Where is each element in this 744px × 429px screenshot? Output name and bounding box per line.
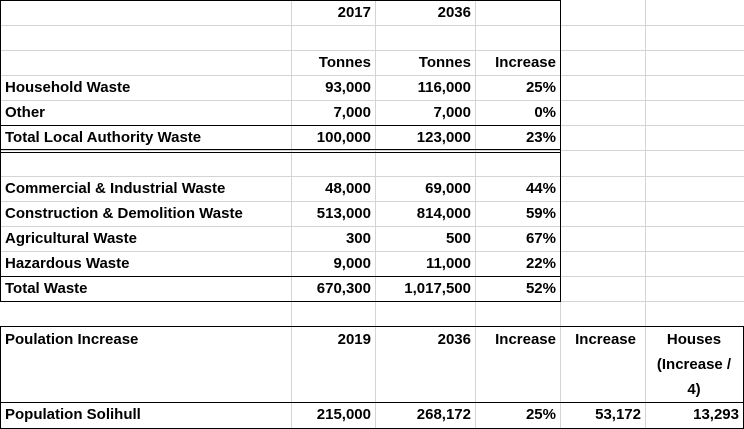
row-label: Household Waste: [5, 79, 131, 96]
row-value-2036: 1,017,500: [404, 280, 471, 297]
row-increase: 25%: [525, 79, 556, 96]
row-value-2036: 11,000: [425, 255, 471, 272]
row-value-2017: 513,000: [316, 205, 371, 222]
population-row-label: Population Solihull: [5, 406, 141, 423]
row-label: Other: [5, 104, 46, 121]
row-value-2017: 670,300: [316, 280, 371, 297]
row-increase: 44%: [525, 180, 556, 197]
row-label: Agricultural Waste: [5, 230, 137, 247]
row-value-2036: 116,000: [417, 79, 471, 96]
row-value-2036: 814,000: [416, 205, 471, 222]
row-increase: 59%: [525, 205, 556, 222]
row-label: Total Waste: [5, 280, 88, 297]
row-value-2017: 93,000: [325, 79, 371, 96]
population-row-houses: 13,293: [693, 406, 739, 423]
population-header-houses-line3: 4): [687, 381, 701, 398]
population-header-houses: Houses: [666, 331, 722, 348]
row-label: Total Local Authority Waste: [5, 129, 202, 146]
row-value-2036: 7,000: [433, 104, 471, 121]
population-row-2019: 215,000: [316, 406, 371, 423]
population-header-2019: 2019: [337, 331, 371, 348]
row-increase: 22%: [525, 255, 556, 272]
row-label: Hazardous Waste: [5, 255, 130, 272]
row-label: Construction & Demolition Waste: [5, 205, 243, 222]
population-row-increase-pct: 25%: [525, 406, 556, 423]
unit-tonnes-2036: Tonnes: [418, 54, 471, 71]
unit-increase: Increase: [495, 54, 556, 71]
row-value-2036: 69,000: [425, 180, 471, 197]
population-header-houses-line2: (Increase /: [656, 356, 732, 373]
population-row-2036: 268,172: [416, 406, 471, 423]
row-increase: 23%: [525, 129, 556, 146]
row-value-2017: 7,000: [333, 104, 371, 121]
row-label: Commercial & Industrial Waste: [5, 180, 226, 197]
row-increase: 0%: [534, 104, 556, 121]
row-value-2017: 100,000: [316, 129, 371, 146]
row-value-2017: 9,000: [333, 255, 371, 272]
population-header-2036: 2036: [437, 331, 471, 348]
row-value-2017: 48,000: [325, 180, 371, 197]
population-header-increase-abs: Increase: [575, 331, 636, 348]
row-increase: 52%: [525, 280, 556, 297]
row-increase: 67%: [525, 230, 556, 247]
row-value-2036: 123,000: [416, 129, 471, 146]
population-row-increase-abs: 53,172: [595, 406, 641, 423]
population-header-increase-pct: Increase: [495, 331, 556, 348]
population-header-label: Poulation Increase: [5, 331, 139, 348]
row-value-2036: 500: [445, 230, 471, 247]
row-value-2017: 300: [345, 230, 371, 247]
unit-tonnes-2017: Tonnes: [318, 54, 371, 71]
header-year-2017: 2017: [337, 4, 371, 21]
header-year-2036: 2036: [437, 4, 471, 21]
